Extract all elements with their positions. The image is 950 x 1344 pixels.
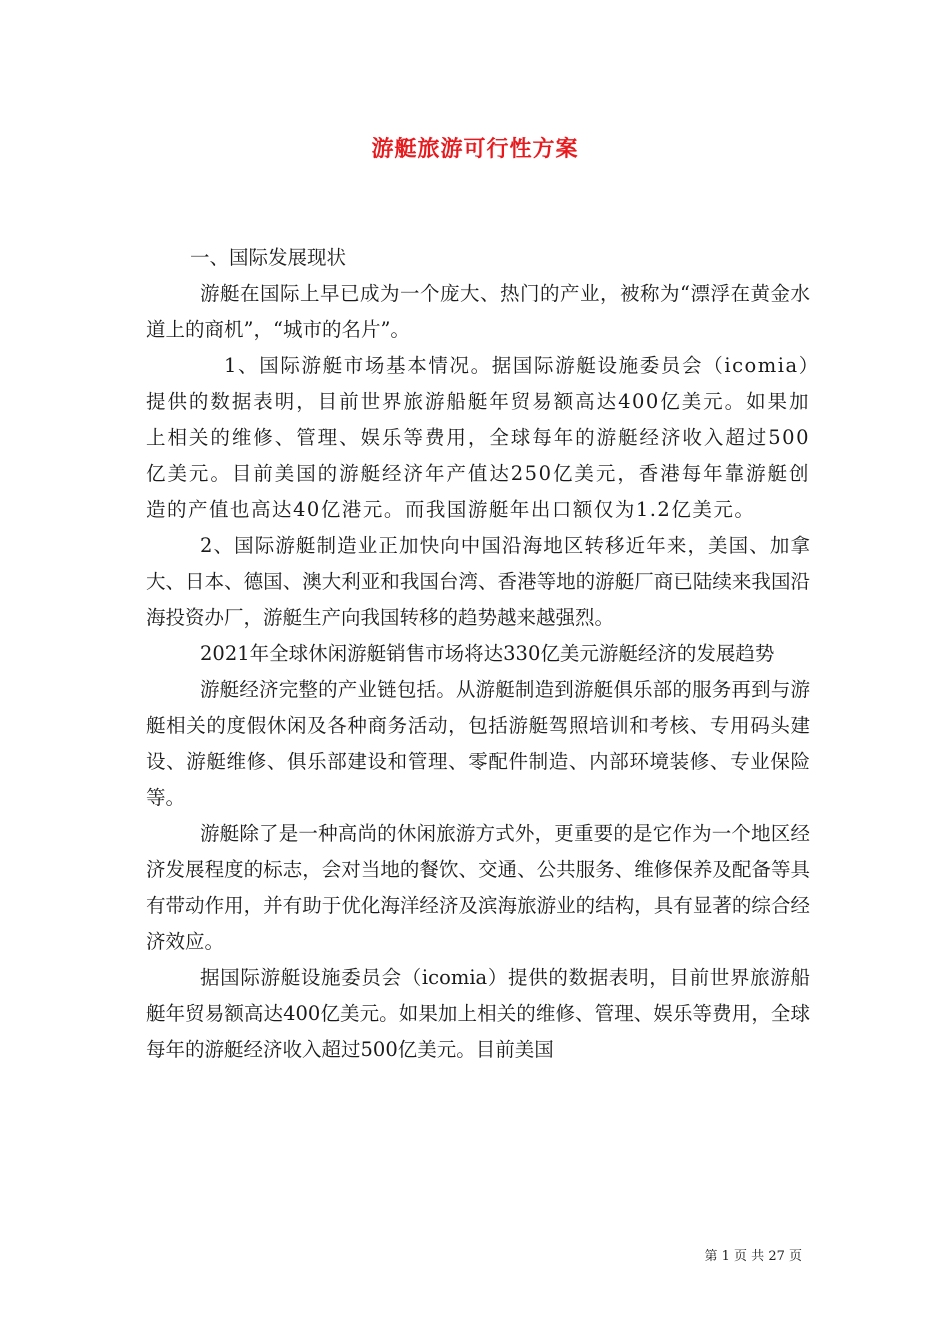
document-title: 游艇旅游可行性方案 xyxy=(371,136,579,162)
document-body xyxy=(146,240,810,1068)
paragraph-market-forecast: 2021年全球休闲游艇销售市场将达330亿美元游艇经济的发展趋势 xyxy=(200,642,775,665)
paragraph-economic-effect: 游艇除了是一种高尚的休闲旅游方式外，更重要的是它作为一个地区经济发展程度的标志，会对当地的餐饮、交通、公共服务、维修保养及配备等具有带动作用，并有助于优化海洋经济及滨海旅游业的结构，具有显著的综合经济效应。 xyxy=(146,822,810,953)
paragraph-industry-chain: 游艇经济完整的产业链包括。从游艇制造到游艇俱乐部的服务再到与游艇相关的度假休闲及各种商务活动，包括游艇驾照培训和考核、专用码头建设、游艇维修、俱乐部建设和管理、零配件制造、内部环境装修、专业保险等。 xyxy=(146,678,810,809)
paragraph-market-overview: 1、国际游艇市场基本情况。据国际游艇设施委员会（icomia）提供的数据表明，目前世界旅游船艇年贸易额高达400亿美元。如果加上相关的维修、管理、娱乐等费用，全球每年的游艇经济收入超过500亿美元。目前美国的游艇经济年产值达250亿美元，香港每年靠游艇创造的产值也高达40亿港元。而我国游艇年出口额仅为1.2亿美元。 xyxy=(146,354,810,521)
paragraph-icomia-data: 据国际游艇设施委员会（icomia）提供的数据表明，目前世界旅游船艇年贸易额高达400亿美元。如果加上相关的维修、管理、娱乐等费用，全球每年的游艇经济收入超过500亿美元。目前美国 xyxy=(146,966,810,1061)
page-number: 第 1 页 共 27 页 xyxy=(704,1249,802,1264)
paragraph-manufacturing-shift: 2、国际游艇制造业正加快向中国沿海地区转移近年来，美国、加拿大、日本、德国、澳大利亚和我国台湾、香港等地的游艇厂商已陆续来我国沿海投资办厂，游艇生产向我国转移的趋势越来越强烈。 xyxy=(146,534,810,629)
section-heading: 一、国际发展现状 xyxy=(190,246,347,269)
paragraph-intro: 游艇在国际上早已成为一个庞大、热门的产业，被称为“漂浮在黄金水道上的商机”，“城市的名片”。 xyxy=(146,282,810,341)
